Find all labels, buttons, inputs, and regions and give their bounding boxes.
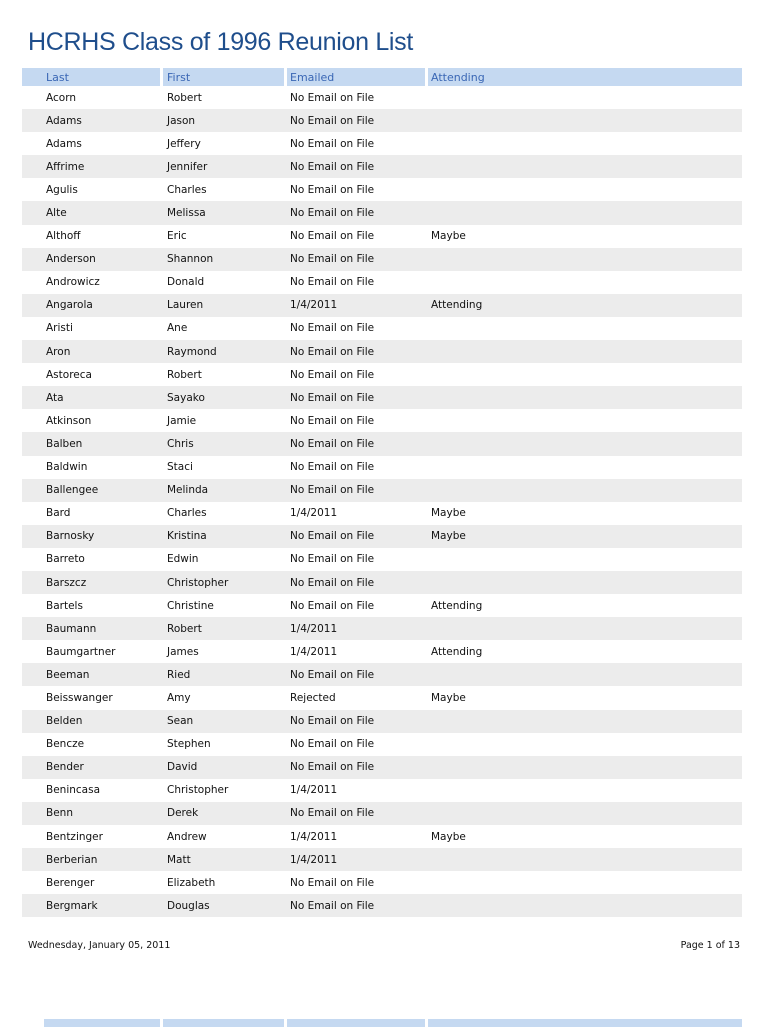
cell-emailed: No Email on File [290, 414, 375, 427]
cell-first: Christine [167, 599, 214, 612]
cell-emailed: No Email on File [290, 137, 375, 150]
header-divider [425, 1019, 428, 1027]
column-header-emailed: Emailed [290, 70, 335, 84]
cell-last: Benn [46, 807, 73, 820]
header-divider [160, 68, 163, 86]
column-header-last: Last [46, 70, 69, 84]
cell-last: Barnosky [46, 530, 95, 543]
table-row [22, 894, 742, 917]
table-row [22, 340, 742, 363]
cell-attending: Maybe [431, 830, 466, 843]
cell-first: Amy [167, 691, 191, 704]
cell-first: Chris [167, 437, 194, 450]
cell-emailed: No Email on File [290, 253, 375, 266]
cell-last: Alte [46, 207, 67, 220]
table-row [22, 525, 742, 548]
table-row [22, 178, 742, 201]
table-body [22, 86, 742, 917]
cell-emailed: 1/4/2011 [290, 645, 338, 658]
cell-first: Melinda [167, 484, 209, 497]
cell-first: Robert [167, 368, 202, 381]
header-divider [160, 1019, 163, 1027]
table-row [22, 802, 742, 825]
header-divider [284, 1019, 287, 1027]
cell-last: Anderson [46, 253, 96, 266]
cell-emailed: No Email on File [290, 345, 375, 358]
cell-last: Aristi [46, 322, 73, 335]
cell-first: Matt [167, 853, 191, 866]
table-row [22, 779, 742, 802]
cell-first: Robert [167, 622, 202, 635]
cell-emailed: No Email on File [290, 368, 375, 381]
cell-first: Jamie [167, 414, 197, 427]
cell-emailed: 1/4/2011 [290, 784, 338, 797]
cell-first: Donald [167, 276, 205, 289]
footer-date: Wednesday, January 05, 2011 [28, 940, 171, 951]
cell-last: Bartels [46, 599, 83, 612]
cell-emailed: No Email on File [290, 91, 375, 104]
cell-emailed: No Email on File [290, 576, 375, 589]
cell-last: Barreto [46, 553, 85, 566]
cell-emailed: No Email on File [290, 899, 375, 912]
table-header [22, 68, 742, 86]
cell-first: David [167, 761, 198, 774]
cell-emailed: No Email on File [290, 230, 375, 243]
cell-last: Belden [46, 715, 83, 728]
table-row [22, 548, 742, 571]
cell-last: Berberian [46, 853, 98, 866]
table-row [22, 617, 742, 640]
cell-first: Staci [167, 461, 193, 474]
cell-last: Bard [46, 507, 71, 520]
page-number: Page 1 of 13 [680, 940, 740, 951]
table-row [22, 432, 742, 455]
cell-first: Charles [167, 183, 207, 196]
table-row [22, 86, 742, 109]
cell-emailed: No Email on File [290, 761, 375, 774]
cell-attending: Maybe [431, 530, 466, 543]
cell-emailed: No Email on File [290, 437, 375, 450]
table-row [22, 663, 742, 686]
cell-first: Raymond [167, 345, 217, 358]
cell-emailed: No Email on File [290, 276, 375, 289]
cell-first: Charles [167, 507, 207, 520]
cell-last: Berenger [46, 876, 95, 889]
cell-attending: Maybe [431, 230, 466, 243]
cell-last: Bencze [46, 738, 85, 751]
cell-last: Beeman [46, 668, 90, 681]
cell-last: Atkinson [46, 414, 92, 427]
cell-first: Melissa [167, 207, 206, 220]
cell-first: Andrew [167, 830, 207, 843]
table-row [22, 640, 742, 663]
cell-emailed: 1/4/2011 [290, 853, 338, 866]
cell-emailed: No Email on File [290, 599, 375, 612]
table-row [22, 825, 742, 848]
table-row [22, 733, 742, 756]
reunion-table [22, 68, 742, 917]
cell-first: Robert [167, 91, 202, 104]
table-row [22, 756, 742, 779]
column-header-attending: Attending [431, 70, 485, 84]
cell-first: Ried [167, 668, 191, 681]
table-row [22, 271, 742, 294]
table-row [22, 871, 742, 894]
table-row [22, 386, 742, 409]
cell-first: Stephen [167, 738, 211, 751]
table-row [22, 317, 742, 340]
table-row [22, 248, 742, 271]
cell-last: Bergmark [46, 899, 98, 912]
report-title: HCRHS Class of 1996 Reunion List [28, 28, 414, 56]
cell-emailed: No Email on File [290, 114, 375, 127]
table-row [22, 571, 742, 594]
cell-first: Edwin [167, 553, 199, 566]
cell-emailed: No Email on File [290, 807, 375, 820]
table-row [22, 201, 742, 224]
table-row [22, 710, 742, 733]
table-row [22, 409, 742, 432]
cell-last: Androwicz [46, 276, 100, 289]
cell-emailed: No Email on File [290, 160, 375, 173]
cell-emailed: 1/4/2011 [290, 299, 338, 312]
header-divider [284, 68, 287, 86]
cell-last: Baumgartner [46, 645, 116, 658]
cell-last: Bentzinger [46, 830, 103, 843]
cell-last: Ballengee [46, 484, 99, 497]
table-row [22, 109, 742, 132]
cell-first: Ane [167, 322, 188, 335]
table-row [22, 594, 742, 617]
cell-first: Sean [167, 715, 194, 728]
table-row [22, 686, 742, 709]
cell-last: Angarola [46, 299, 93, 312]
cell-emailed: No Email on File [290, 738, 375, 751]
cell-first: Jeffery [167, 137, 201, 150]
cell-emailed: Rejected [290, 691, 336, 704]
cell-emailed: No Email on File [290, 876, 375, 889]
cell-last: Baldwin [46, 461, 88, 474]
cell-attending: Maybe [431, 507, 466, 520]
cell-first: Jennifer [167, 160, 208, 173]
column-header-first: First [167, 70, 191, 84]
cell-last: Baumann [46, 622, 97, 635]
cell-first: Sayako [167, 391, 205, 404]
cell-last: Astoreca [46, 368, 92, 381]
table-row [22, 456, 742, 479]
cell-emailed: No Email on File [290, 484, 375, 497]
table-row [22, 363, 742, 386]
table-row [22, 155, 742, 178]
cell-last: Adams [46, 137, 82, 150]
cell-last: Althoff [46, 230, 81, 243]
cell-last: Ata [46, 391, 64, 404]
table-row [22, 502, 742, 525]
table-row [22, 479, 742, 502]
cell-emailed: No Email on File [290, 553, 375, 566]
cell-emailed: 1/4/2011 [290, 830, 338, 843]
cell-emailed: No Email on File [290, 322, 375, 335]
cell-last: Aron [46, 345, 71, 358]
cell-emailed: 1/4/2011 [290, 507, 338, 520]
cell-first: Shannon [167, 253, 214, 266]
table-row [22, 132, 742, 155]
cell-emailed: No Email on File [290, 715, 375, 728]
cell-last: Benincasa [46, 784, 101, 797]
cell-attending: Attending [431, 645, 483, 658]
table-row [22, 848, 742, 871]
cell-first: James [167, 645, 199, 658]
cell-first: Christopher [167, 784, 229, 797]
cell-last: Balben [46, 437, 83, 450]
table-row [22, 294, 742, 317]
cell-emailed: No Email on File [290, 668, 375, 681]
cell-emailed: No Email on File [290, 461, 375, 474]
next-page-header-strip [44, 1019, 742, 1027]
cell-last: Beisswanger [46, 691, 113, 704]
cell-first: Eric [167, 230, 187, 243]
cell-emailed: 1/4/2011 [290, 622, 338, 635]
cell-first: Lauren [167, 299, 204, 312]
cell-attending: Attending [431, 299, 483, 312]
cell-emailed: No Email on File [290, 530, 375, 543]
cell-last: Affrime [46, 160, 85, 173]
cell-emailed: No Email on File [290, 183, 375, 196]
cell-first: Derek [167, 807, 199, 820]
cell-first: Christopher [167, 576, 229, 589]
cell-last: Agulis [46, 183, 78, 196]
table-row [22, 225, 742, 248]
cell-first: Kristina [167, 530, 207, 543]
cell-first: Elizabeth [167, 876, 216, 889]
cell-emailed: No Email on File [290, 391, 375, 404]
header-divider [425, 68, 428, 86]
cell-last: Barszcz [46, 576, 87, 589]
cell-last: Acorn [46, 91, 76, 104]
cell-first: Douglas [167, 899, 210, 912]
cell-last: Adams [46, 114, 82, 127]
cell-first: Jason [167, 114, 196, 127]
cell-attending: Attending [431, 599, 483, 612]
cell-emailed: No Email on File [290, 207, 375, 220]
cell-attending: Maybe [431, 691, 466, 704]
cell-last: Bender [46, 761, 84, 774]
